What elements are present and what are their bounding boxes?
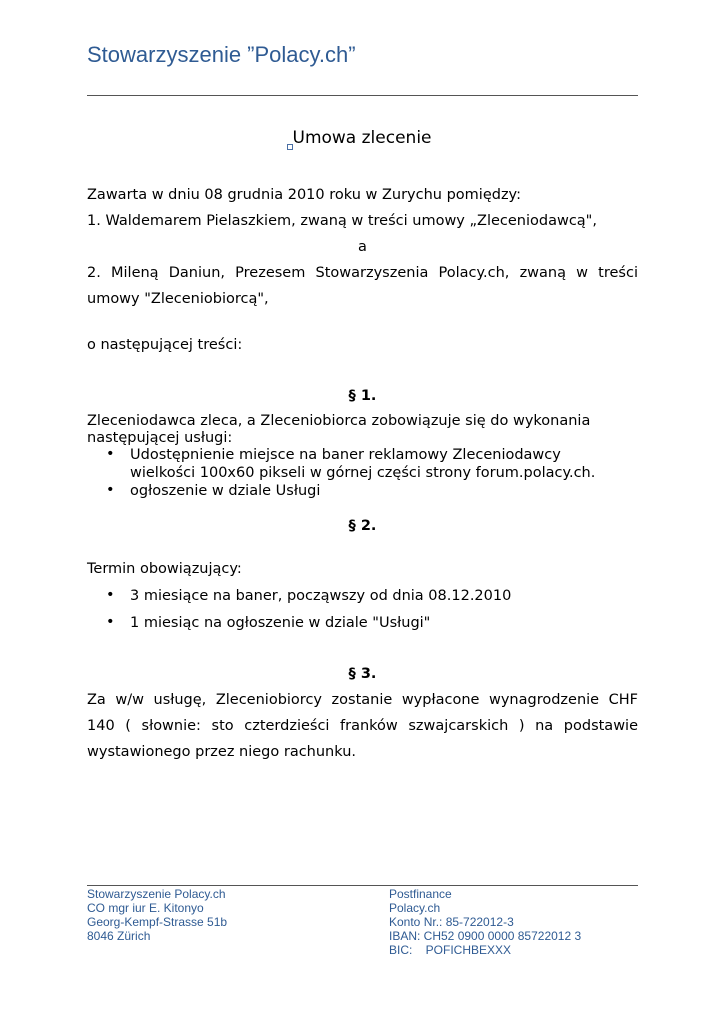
footer-address-line: CO mgr iur E. Kitonyo bbox=[87, 901, 204, 915]
bullet-icon: • bbox=[106, 587, 115, 603]
bullet-icon: • bbox=[106, 446, 115, 462]
section-3-line-2: 140 ( słownie: sto czterdzieści franków szwajcarskich ) na podstawie bbox=[87, 718, 638, 734]
list-item: ogłoszenie w dziale Usługi bbox=[130, 483, 321, 499]
footer-bank-details bbox=[389, 887, 581, 957]
footer-address-line: Stowarzyszenie Polacy.ch bbox=[87, 887, 226, 901]
section-2-text: Termin obowiązujący: bbox=[87, 561, 242, 577]
footer-bank-line: BIC: POFICHBEXXX bbox=[389, 943, 512, 957]
footer-bank-line: IBAN: CH52 0900 0000 85722012 3 bbox=[389, 929, 582, 943]
party-two-line-2: umowy "Zleceniobiorcą", bbox=[87, 291, 269, 307]
party-two-line-1: 2. Mileną Daniun, Prezesem Stowarzyszenia Polacy.ch, zwaną w treści bbox=[87, 265, 638, 281]
section-1-text-line-2: następującej usługi: bbox=[87, 430, 233, 446]
list-item: 1 miesiąc na ogłoszenie w dziale "Usługi" bbox=[130, 615, 431, 631]
footer-bank-line: Polacy.ch bbox=[389, 901, 441, 915]
document-title: Umowa zlecenie bbox=[292, 128, 432, 148]
footer-address-line: 8046 Zürich bbox=[87, 929, 151, 943]
footer-address-line: Georg-Kempf-Strasse 51b bbox=[87, 915, 228, 929]
intro-paragraph: Zawarta w dniu 08 grudnia 2010 roku w Zurychu pomiędzy: bbox=[87, 187, 521, 203]
section-2-heading: § 2. bbox=[348, 518, 377, 534]
footer-bank-line: Konto Nr.: 85-722012-3 bbox=[389, 915, 514, 929]
conjunction-text: a bbox=[358, 239, 367, 255]
footer-divider bbox=[87, 885, 638, 886]
list-item-continuation: wielkości 100x60 pikseli w górnej części strony forum.polacy.ch. bbox=[130, 465, 596, 481]
section-3-line-3: wystawionego przez niego rachunku. bbox=[87, 744, 357, 760]
section-1-heading: § 1. bbox=[348, 388, 377, 404]
section-1-text-line-1: Zleceniodawca zleca, a Zleceniobiorca zobowiązuje się do wykonania bbox=[87, 413, 591, 429]
list-item: 3 miesiące na baner, począwszy od dnia 08.12.2010 bbox=[130, 588, 512, 604]
party-one: 1. Waldemarem Pielaszkiem, zwaną w treści umowy „Zleceniodawcą", bbox=[87, 213, 597, 229]
list-item: Udostępnienie miejsce na baner reklamowy Zleceniodawcy bbox=[130, 447, 561, 463]
organization-header: Stowarzyszenie ”Polacy.ch” bbox=[87, 42, 356, 67]
section-3-heading: § 3. bbox=[348, 666, 377, 682]
header-divider bbox=[87, 95, 638, 96]
bullet-icon: • bbox=[106, 614, 115, 630]
footer-address bbox=[87, 887, 227, 943]
footer-bank-line: Postfinance bbox=[389, 887, 452, 901]
section-3-line-1: Za w/w usługę, Zleceniobiorcy zostanie wypłacone wynagrodzenie CHF bbox=[87, 692, 638, 708]
content-intro: o następującej treści: bbox=[87, 337, 243, 353]
bullet-icon: • bbox=[106, 482, 115, 498]
